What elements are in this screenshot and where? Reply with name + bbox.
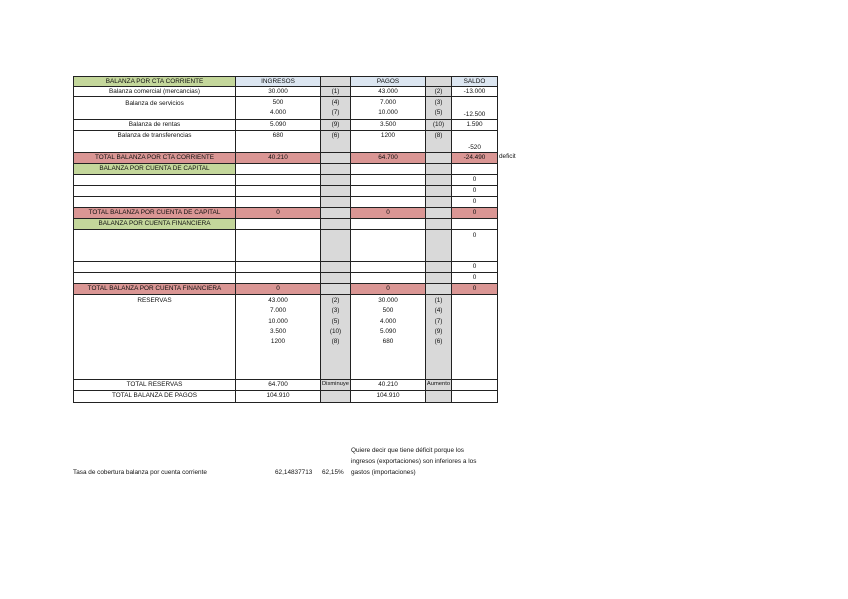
row-comercial-ingresos: 30.000 [235, 86, 321, 97]
header-pagos: PAGOS [350, 76, 426, 87]
total-financiera-ingresos: 0 [235, 283, 321, 295]
tasa-cobertura-label: Tasa de cobertura balanza por cuenta corriente [73, 469, 207, 476]
header-saldo: SALDO [451, 76, 498, 87]
reservas-ref-ingresos: (2) (3) (5) (10) (8) [320, 294, 351, 380]
reservas-ref-pagos: (1) (4) (7) (9) (6) [425, 294, 452, 380]
total-financiera-label: TOTAL BALANZA POR CUENTA FINANCIERA [73, 283, 236, 295]
reservas-pagos: 30.000 500 4.000 5.090 680 [350, 294, 426, 380]
header-ingresos: INGRESOS [235, 76, 321, 87]
capital-label: BALANZA POR CUENTA DE CAPITAL [73, 163, 236, 175]
comment-line-3: gastos (importaciones) [351, 469, 416, 476]
total-capital-ingresos: 0 [235, 207, 321, 219]
total-pagos-pagos: 104.910 [350, 390, 426, 403]
row-rentas-ref-ingresos: (9) [320, 119, 351, 131]
tasa-cobertura-percent: 62,15% [322, 469, 344, 476]
row-comercial-ref-ingresos: (1) [320, 86, 351, 97]
row-transferencias-ref-ingresos: (6) [320, 130, 351, 153]
row-transferencias-saldo: -520 [451, 130, 498, 153]
row-servicios-label: Balanza de servicios [73, 96, 236, 120]
total-pagos-ref-ingresos [320, 390, 351, 403]
row-rentas-saldo: 1.590 [451, 119, 498, 131]
total-capital-label: TOTAL BALANZA POR CUENTA DE CAPITAL [73, 207, 236, 219]
row-comercial-pagos: 43.000 [350, 86, 426, 97]
total-financiera-saldo: 0 [451, 283, 498, 295]
row-servicios-ingresos: 500 4.000 [235, 96, 321, 120]
comment-line-2: ingresos (exportaciones) son inferiores a los [351, 458, 477, 465]
comment-line-1: Quiere decir que tiene déficit porque los [351, 447, 464, 454]
total-reservas-pagos: 40.210 [350, 379, 426, 391]
total-capital-pagos: 0 [350, 207, 426, 219]
financiera-ref-pagos-1 [425, 229, 452, 262]
total-reservas-label: TOTAL RESERVAS [73, 379, 236, 391]
financiera-saldo-1: 0 [451, 229, 498, 262]
financiera-ingresos-1 [235, 229, 321, 262]
row-comercial-saldo: -13.000 [451, 86, 498, 97]
row-transferencias-ingresos: 680 [235, 130, 321, 153]
total-reservas-ref-pagos: Aumento [425, 379, 452, 391]
row-transferencias-label: Balanza de transferencias [73, 130, 236, 153]
total-pagos-label: TOTAL BALANZA DE PAGOS [73, 390, 236, 403]
total-cc-pagos: 64.700 [350, 152, 426, 164]
row-rentas-label: Balanza de rentas [73, 119, 236, 131]
financiera-saldo-3: 0 [451, 272, 498, 284]
capital-saldo-2: 0 [451, 185, 498, 197]
financiera-label: BALANZA POR CUENTA FINANCIERA [73, 218, 236, 230]
total-capital-saldo: 0 [451, 207, 498, 219]
row-servicios-ref-pagos: (3) (5) [425, 96, 452, 120]
row-comercial-label: Balanza comercial (mercancias) [73, 86, 236, 97]
row-transferencias-ref-pagos: (8) [425, 130, 452, 153]
financiera-pagos-1 [350, 229, 426, 262]
tasa-cobertura-value: 62,14837713 [275, 469, 313, 476]
row-servicios-saldo: -12.500 [451, 96, 498, 120]
header-concept: BALANZA POR CTA CORRIENTE [73, 76, 236, 87]
capital-saldo-3: 0 [451, 196, 498, 208]
row-servicios-pagos: 7.000 10.000 [350, 96, 426, 120]
total-pagos-ref-pagos [425, 390, 452, 403]
row-rentas-pagos: 3.500 [350, 119, 426, 131]
row-transferencias-pagos: 1200 [350, 130, 426, 153]
row-comercial-ref-pagos: (2) [425, 86, 452, 97]
row-servicios-ref-ingresos: (4) (7) [320, 96, 351, 120]
financiera-saldo-2: 0 [451, 261, 498, 273]
total-pagos-ingresos: 104.910 [235, 390, 321, 403]
reservas-saldo [451, 294, 498, 380]
total-reservas-ingresos: 64.700 [235, 379, 321, 391]
capital-saldo-1: 0 [451, 174, 498, 186]
row-rentas-ingresos: 5.090 [235, 119, 321, 131]
financiera-row-1 [73, 229, 236, 262]
reservas-label: RESERVAS [73, 294, 236, 380]
total-cc-ingresos: 40.210 [235, 152, 321, 164]
total-financiera-pagos: 0 [350, 283, 426, 295]
total-cc-saldo: -24.490 [451, 152, 498, 164]
total-cc-label: TOTAL BALANZA POR CTA CORRIENTE [73, 152, 236, 164]
row-rentas-ref-pagos: (10) [425, 119, 452, 131]
total-pagos-saldo [451, 390, 498, 403]
financiera-ref-ingresos-1 [320, 229, 351, 262]
deficit-note: deficit [499, 153, 516, 160]
reservas-ingresos: 43.000 7.000 10.000 3.500 1200 [235, 294, 321, 380]
total-reservas-ref-ingresos: Disminuye [320, 379, 351, 391]
